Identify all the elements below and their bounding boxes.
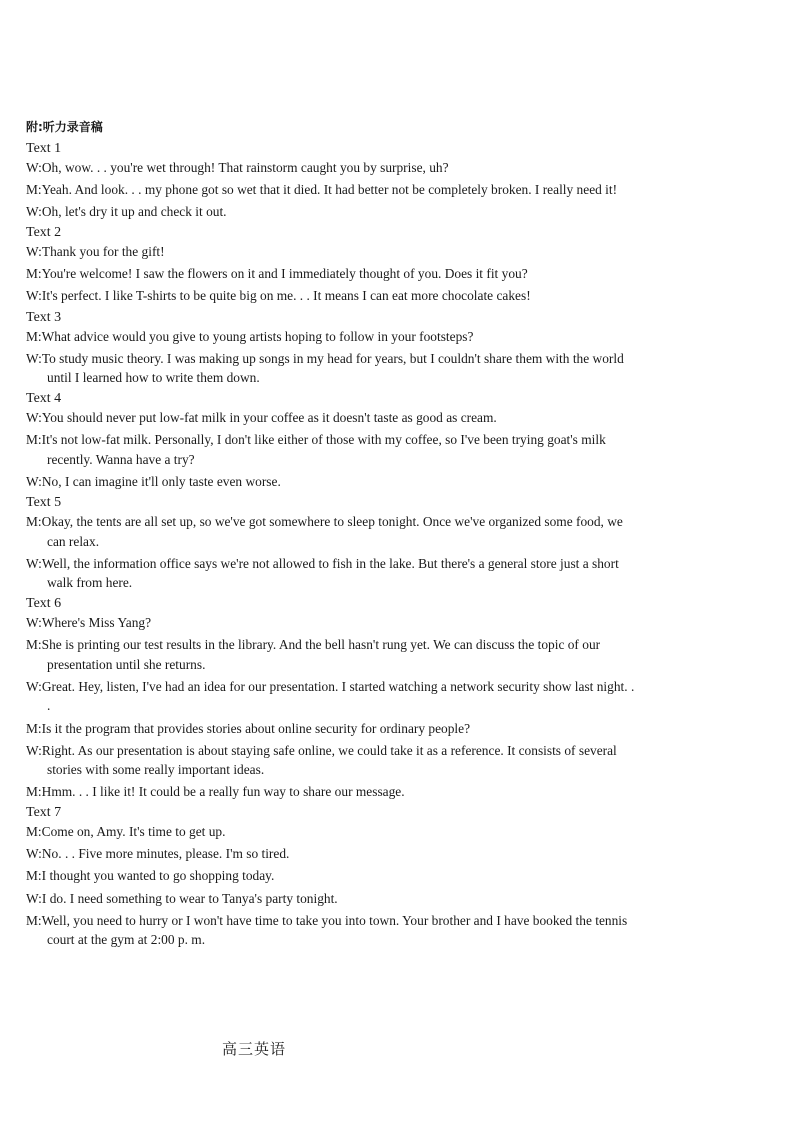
speaker-label: W: [26, 473, 39, 489]
speaker-label: W: [26, 288, 39, 304]
speaker-label: W: [26, 160, 39, 175]
speaker-colon: :: [37, 868, 42, 884]
speaker-colon: :: [38, 350, 42, 366]
speaker-colon: :: [37, 432, 42, 448]
speaker-label: M: [26, 266, 38, 282]
dialogue-text: No, I can imagine it'll only taste even worse.: [41, 473, 281, 489]
dialogue-line: [26, 512, 638, 551]
speaker-colon: :: [38, 615, 42, 631]
speaker-colon: :: [38, 678, 42, 694]
dialogue-text: It's not low-fat milk. Personally, I don't like either of those with my coffee, so I've been trying goat's milk recently. Wanna have a try?: [41, 432, 606, 467]
speaker-label: W: [26, 204, 39, 220]
text-section-label: Text 4: [26, 391, 62, 407]
text-section-label: Text 6: [26, 596, 62, 612]
speaker-label: M: [26, 868, 38, 884]
speaker-colon: :: [37, 328, 42, 344]
speaker-label: M: [26, 637, 38, 653]
dialogue-line: [26, 866, 638, 886]
speaker-label: M: [26, 514, 38, 530]
dialogue-text: Is it the program that provides stories about online security for ordinary people?: [41, 720, 471, 736]
speaker-label: M: [26, 784, 38, 800]
speaker-label: W: [26, 846, 39, 862]
speaker-colon: :: [38, 288, 42, 304]
speaker-colon: :: [38, 742, 42, 758]
speaker-label: M: [26, 432, 38, 448]
speaker-colon: :: [37, 514, 42, 530]
dialogue-text: Oh, let's dry it up and check it out.: [41, 204, 227, 220]
dialogue-line: [26, 472, 638, 492]
page-footer: 高三英语: [222, 1040, 287, 1058]
dialogue-line: [26, 677, 638, 716]
dialogue-text: Thank you for the gift!: [41, 244, 165, 260]
speaker-label: W: [26, 555, 39, 571]
speaker-label: W: [26, 350, 39, 366]
dialogue-text: I do. I need something to wear to Tanya's party tonight.: [41, 890, 338, 906]
speaker-label: M: [26, 824, 38, 840]
dialogue-line: [26, 158, 638, 178]
dialogue-line: [26, 911, 638, 950]
dialogue-line: [26, 180, 638, 200]
speaker-label: W: [26, 678, 39, 694]
speaker-colon: :: [37, 720, 42, 736]
dialogue-text: You should never put low-fat milk in your coffee as it doesn't taste as good as cream.: [41, 410, 497, 426]
speaker-colon: :: [38, 555, 42, 571]
dialogue-line: [26, 430, 638, 469]
speaker-label: M: [26, 328, 38, 344]
dialogue-line: [26, 822, 638, 842]
speaker-colon: :: [38, 410, 42, 426]
dialogue-text: Well, you need to hurry or I won't have time to take you into town. Your brother and I have booked the tennis court at the gym at 2:00 p. m.: [41, 912, 628, 948]
text-section-label: Text 5: [26, 495, 62, 511]
dialogue-text: Okay, the tents are all set up, so we've got somewhere to sleep tonight. Once we've organized some food, we can relax.: [41, 514, 623, 549]
speaker-label: M: [26, 720, 38, 736]
dialogue-text: Great. Hey, listen, I've had an idea for our presentation. I started watching a network security show last night. . .: [41, 678, 635, 714]
speaker-colon: :: [38, 473, 42, 489]
speaker-label: W: [26, 410, 39, 426]
dialogue-line: [26, 202, 638, 222]
dialogue-text: You're welcome! I saw the flowers on it and I immediately thought of you. Does it fit you?: [41, 266, 528, 282]
dialogue-text: It's perfect. I like T-shirts to be quite big on me. . . It means I can eat more chocolate cakes!: [41, 288, 531, 304]
transcript-page: [26, 118, 638, 952]
dialogue-text: No. . . Five more minutes, please. I'm so tired.: [41, 846, 290, 862]
transcript-body: [26, 140, 638, 950]
dialogue-line: [26, 349, 638, 388]
dialogue-text: She is printing our test results in the library. And the bell hasn't rung yet. We can discuss the topic of our presentation until she returns.: [41, 637, 601, 672]
speaker-label: W: [26, 742, 39, 758]
text-section-label: Text 3: [26, 309, 62, 325]
speaker-colon: :: [37, 824, 42, 840]
dialogue-line: [26, 613, 638, 633]
speaker-colon: :: [38, 204, 42, 220]
dialogue-text: Where's Miss Yang?: [41, 615, 152, 631]
dialogue-text: Well, the information office says we're not allowed to fish in the lake. But there's a general store just a short walk from here.: [41, 555, 619, 591]
dialogue-text: I thought you wanted to go shopping today.: [41, 868, 275, 884]
speaker-label: W: [26, 244, 39, 260]
dialogue-text: Yeah. And look. . . my phone got so wet that it died. It had better not be completely broken. I really need it!: [41, 182, 618, 198]
text-section-label: Text 2: [26, 225, 62, 241]
dialogue-text: To study music theory. I was making up songs in my head for years, but I couldn't share them with the world until I learned how to write them down.: [41, 350, 624, 386]
dialogue-line: [26, 782, 638, 802]
dialogue-line: [26, 554, 638, 593]
dialogue-line: [26, 408, 638, 428]
text-section-label: Text 1: [26, 141, 62, 156]
dialogue-text: What advice would you give to young artists hoping to follow in your footsteps?: [41, 328, 474, 344]
dialogue-line: [26, 635, 638, 674]
speaker-label: W: [26, 615, 39, 631]
dialogue-line: [26, 741, 638, 780]
dialogue-line: [26, 264, 638, 284]
speaker-colon: :: [37, 266, 42, 282]
dialogue-text: Hmm. . . I like it! It could be a really fun way to share our message.: [41, 784, 405, 800]
speaker-colon: :: [37, 637, 42, 653]
speaker-label: M: [26, 912, 38, 928]
dialogue-text: Right. As our presentation is about staying safe online, we could take it as a reference. It consists of several stories with some really important ideas.: [41, 742, 617, 778]
dialogue-text: Oh, wow. . . you're wet through! That rainstorm caught you by surprise, uh?: [41, 160, 449, 175]
speaker-label: M: [26, 182, 38, 198]
dialogue-text: Come on, Amy. It's time to get up.: [41, 824, 226, 840]
dialogue-line: [26, 286, 638, 306]
dialogue-line: [26, 242, 638, 262]
dialogue-line: [26, 844, 638, 864]
speaker-label: W: [26, 890, 39, 906]
speaker-colon: :: [37, 912, 42, 928]
speaker-colon: :: [37, 784, 42, 800]
speaker-colon: :: [38, 244, 42, 260]
dialogue-line: [26, 327, 638, 347]
page-heading: 附:听力录音稿: [26, 120, 103, 134]
speaker-colon: :: [37, 182, 42, 198]
speaker-colon: :: [38, 160, 42, 175]
text-section-label: Text 7: [26, 805, 62, 821]
dialogue-line: [26, 889, 638, 909]
speaker-colon: :: [38, 890, 42, 906]
speaker-colon: :: [38, 846, 42, 862]
dialogue-line: [26, 719, 638, 739]
